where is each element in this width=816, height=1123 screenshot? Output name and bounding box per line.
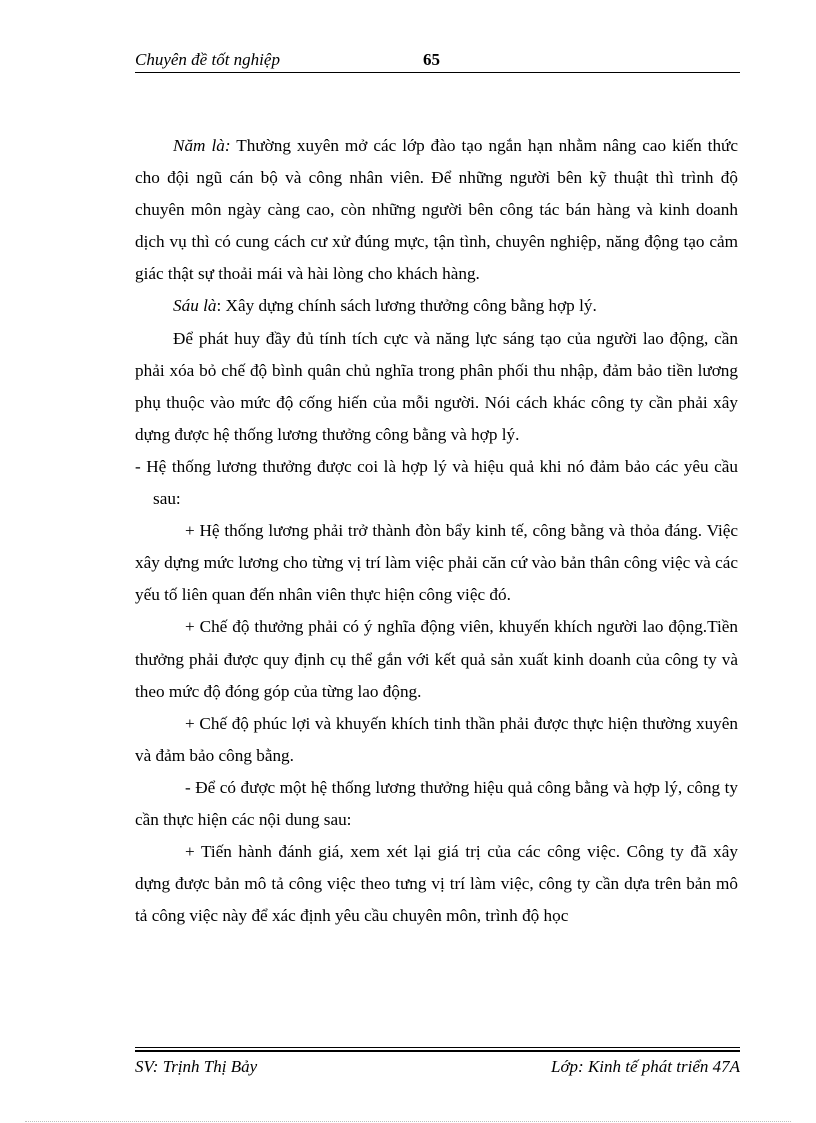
document-title: Chuyên đề tốt nghiệp — [135, 50, 280, 69]
plus-paragraph: + Tiến hành đánh giá, xem xét lại giá trị của các công việc. Công ty đã xây dựng được bản mô tả công việc theo tưng vị trí làm việc, công ty cần dựa trên bản mô tả công việc này để xác định yêu cầu chuyên môn, trình độ học — [135, 842, 738, 926]
page-header — [135, 48, 740, 73]
paragraph-label: Năm là: — [173, 136, 231, 155]
plus-paragraph: + Chế độ thưởng phải có ý nghĩa động viên, khuyến khích người lao động.Tiền thưởng phải được quy định cụ thể gắn với kết quả sản xuất kinh doanh của công ty và theo mức độ đóng góp của từng lao động. — [135, 617, 738, 701]
paragraph-text: Thường xuyên mở các lớp đào tạo ngắn hạn nhằm nâng cao kiến thức cho đội ngũ cán bộ và công nhân viên. Để những người bên kỹ thuật thì trình độ chuyên môn ngày càng cao, còn những người bên công tác bán hàng và kinh doanh dịch vụ thì có cung cách cư xử đúng mực, tận tình, chuyên nghiệp, năng động tạo cảm giác thật sự thoải mái và hài lòng cho khách hàng. — [135, 136, 739, 284]
page-boundary — [25, 1121, 791, 1122]
dash-paragraph: - Để có được một hệ thống lương thưởng hiệu quả công bằng và hợp lý, công ty cần thực hiện các nội dung sau: — [135, 777, 738, 829]
plus-paragraph: + Hệ thống lương phải trở thành đòn bẩy kinh tế, công bằng và thỏa đáng. Việc xây dựng mức lương cho từng vị trí làm việc phải căn cứ vào bản thân công việc và các yếu tố liên quan đến nhân viên thực hiện công việc đó. — [135, 521, 738, 605]
page-number: 65 — [423, 50, 440, 69]
footer-student: SV: Trịnh Thị Bảy — [135, 1057, 258, 1076]
footer-rule — [135, 1050, 740, 1052]
paragraph: Để phát huy đầy đủ tính tích cực và năng lực sáng tạo của người lao động, cần phải xóa bỏ chế độ bình quân chủ nghĩa trong phân phối thu nhập, đảm bảo tiền lương phụ thuộc vào mức độ cống hiến của mỗi người. Nói cách khác công ty cần phải xây dựng được hệ thống lương thưởng công bằng và hợp lý. — [135, 328, 738, 444]
paragraph-text: : Xây dựng chính sách lương thưởng công bằng hợp lý. — [216, 296, 597, 316]
footer-rule — [135, 1047, 740, 1048]
paragraph-nam-la — [135, 130, 738, 290]
paragraph-label: Sáu là — [173, 296, 217, 316]
body-text — [135, 130, 738, 932]
plus-paragraph: + Chế độ phúc lợi và khuyến khích tinh thần phải được thực hiện thường xuyên và đảm bảo công bằng. — [135, 713, 738, 765]
paragraph-sau-la — [135, 290, 738, 322]
footer-class: Lớp: Kinh tế phát triển 47A — [551, 1057, 740, 1076]
bullet-paragraph: - Hệ thống lương thưởng được coi là hợp lý và hiệu quả khi nó đảm bảo các yêu cầu sau: — [135, 456, 738, 509]
page-footer — [135, 1047, 740, 1077]
